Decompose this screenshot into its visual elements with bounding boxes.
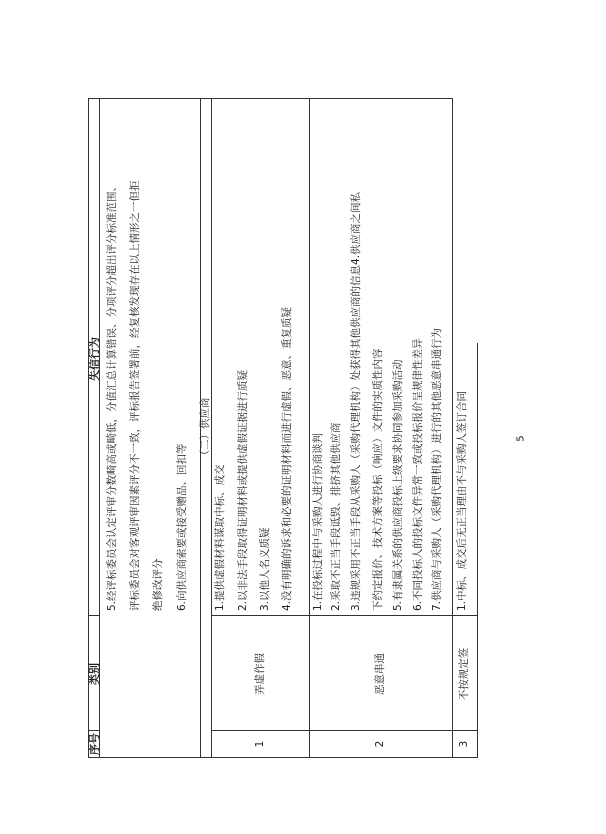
- table-border-bottom: [477, 343, 478, 758]
- list-item: 3.以他人名义质疑: [259, 527, 271, 611]
- row-category: 弄虚作假: [254, 653, 266, 695]
- row-index: 1: [254, 740, 266, 748]
- table-border-top: [88, 98, 89, 758]
- row-index: 2: [374, 740, 386, 748]
- list-item: 2.以非法手段取得证明材料或提供虚假证据进行质疑: [237, 369, 249, 611]
- list-item: 6.不同投标人的投标文件异常一致或投标报价呈规律性差异: [412, 338, 424, 611]
- header-index: 序号: [88, 733, 101, 755]
- list-item: 4.没有明确的诉求和必要的证明材料而进行虚假、恶意、重复质疑: [281, 306, 293, 611]
- row-index: 3: [458, 740, 470, 748]
- col-divider: [88, 730, 100, 731]
- list-item: 5.有隶属关系的供应商投标上级要求协同参加采购活动: [392, 359, 404, 611]
- list-item: 1.在投标过程中与采购人进行协商谈判: [312, 432, 324, 611]
- row-category: 恶意串通: [374, 653, 386, 695]
- list-item: 5.经评标委员会认定评审分数畸高或畸低，分值汇总计算错误、分项评分超出评分标准范围、: [106, 180, 118, 611]
- row-divider: [309, 98, 310, 758]
- header-behavior: 失信行为: [88, 337, 101, 381]
- table-border-right: [88, 98, 452, 99]
- col-divider: [88, 615, 100, 616]
- section-title: （二）供应商: [199, 397, 211, 461]
- table-border-left: [88, 757, 477, 758]
- row-category: 不按规定签: [458, 647, 470, 701]
- list-item: 2.采取不正当手段诋毁、排挤其他供应商: [330, 422, 342, 611]
- list-item: 下约定报价、技术方案等投标（响应）文件的实质性内容: [372, 348, 384, 611]
- list-item: 1.中标、成交后无正当理由不与采购人签订合同: [456, 390, 468, 611]
- list-item: 6.向供应商索要或接受赠品、回扣等: [176, 443, 188, 611]
- header-category: 类别: [88, 663, 101, 685]
- list-item: 绝修改评分: [152, 558, 164, 611]
- row-divider: [452, 98, 453, 758]
- list-item: 1.提供虚假材料谋取中标、成交: [214, 464, 226, 611]
- list-item: 评标委员会对客观评审因素评分不一致，评标报告签署前，经复核发现存在以上情形之一但拒: [129, 180, 141, 611]
- list-item: 7.供应商与采购人（采购代理机构）进行的其他恶意串通行为: [431, 327, 443, 611]
- header-row-bottom: [99, 98, 100, 758]
- col-divider: [211, 615, 477, 616]
- col-divider: [211, 730, 477, 731]
- list-item: 3.违规采用不正当手段从采购人（采购代理机构）处获得其他供应商的信息4.供应商之间私: [350, 191, 362, 611]
- page-number: 5: [515, 435, 527, 442]
